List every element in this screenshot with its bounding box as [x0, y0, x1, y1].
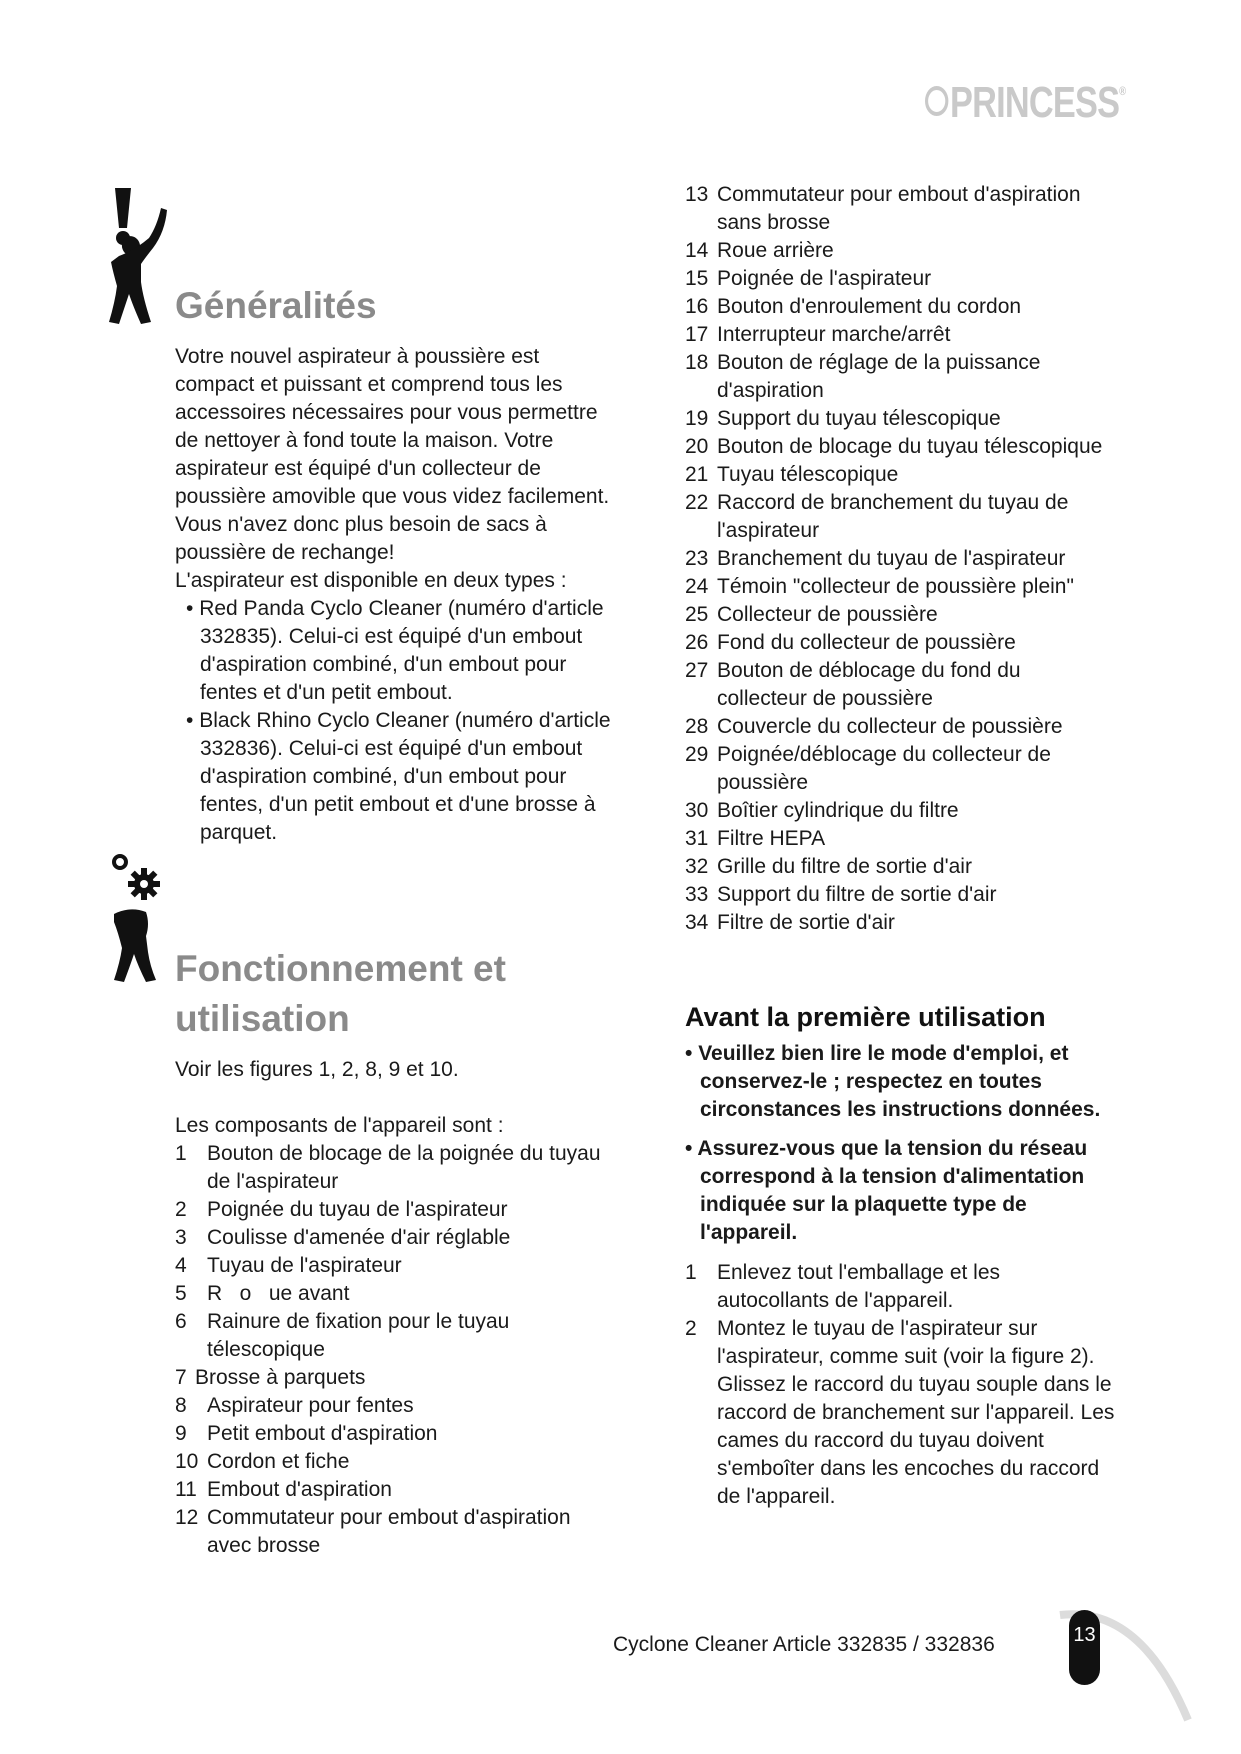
component-item: 32 Grille du filtre de sortie d'air	[685, 855, 972, 878]
fonctionnement-title-line1: Fonctionnement et	[175, 948, 506, 989]
component-item: 21 Tuyau télescopique	[685, 463, 899, 486]
component-item: 18 Bouton de réglage de la puissance d'aspiration	[685, 351, 1041, 402]
steps-list	[685, 1259, 1115, 1511]
component-item: 4 Tuyau de l'aspirateur	[175, 1254, 402, 1277]
figures-reference: Voir les figures 1, 2, 8, 9 et 10.	[175, 1058, 459, 1081]
component-item: 30 Boîtier cylindrique du filtre	[685, 799, 959, 822]
brand-logo-mark	[925, 86, 948, 116]
type-item: • Black Rhino Cyclo Cleaner (numéro d'article 332836). Celui-ci est équipé d'un embout d'aspiration combiné, d'un embout pour fentes, d'un petit embout et d'une brosse à parquet.	[175, 707, 615, 847]
registered-mark: ®	[1119, 84, 1126, 98]
components-intro: Les composants de l'appareil sont :	[175, 1114, 504, 1137]
component-item: 31 Filtre HEPA	[685, 827, 826, 850]
component-item: 27 Bouton de déblocage du fond du collecteur de poussière	[685, 659, 1021, 710]
component-item: 29 Poignée/déblocage du collecteur de poussière	[685, 743, 1051, 794]
component-item: 16 Bouton d'enroulement du cordon	[685, 295, 1022, 318]
component-item: 13 Commutateur pour embout d'aspiration sans brosse	[685, 183, 1081, 234]
component-item: 6 Rainure de fixation pour le tuyau télescopique	[175, 1310, 510, 1361]
component-item: 22 Raccord de branchement du tuyau de l'aspirateur	[685, 491, 1069, 542]
fonctionnement-title-line2: utilisation	[175, 998, 350, 1039]
avant-section	[685, 1000, 1115, 1511]
warning-item: • Assurez-vous que la tension du réseau correspond à la tension d'alimentation indiquée sur la plaquette type de l'appareil.	[685, 1135, 1115, 1247]
component-item: 26 Fond du collecteur de poussière	[685, 631, 1016, 654]
components-list-right	[685, 181, 1115, 937]
component-item: 2 Poignée du tuyau de l'aspirateur	[175, 1198, 508, 1221]
component-item: 23 Branchement du tuyau de l'aspirateur	[685, 547, 1066, 570]
generalites-section	[175, 281, 615, 847]
component-item: 7 Brosse à parquets	[175, 1366, 366, 1389]
step-item: 2 Montez le tuyau de l'aspirateur sur l'aspirateur, comme suit (voir la figure 2). Glissez le raccord du tuyau souple dans le raccord de branchement sur l'appareil. Les cames du raccord du tuyau doivent s'emboîter dans les encoches du raccord de l'appareil.	[685, 1317, 1115, 1508]
brand-name: PRINCESS	[949, 78, 1120, 127]
step-item: 1 Enlevez tout l'emballage et les autocollants de l'appareil.	[685, 1261, 1001, 1312]
generalites-intro: Votre nouvel aspirateur à poussière est compact et puissant et comprend tous les accessoires nécessaires pour vous permettre de nettoyer à fond toute la maison. Votre aspirateur est équipé d'un collecteur de poussière amovible que vous videz facilement. Vous n'avez donc plus besoin de sacs à poussière de rechange!	[175, 345, 610, 564]
component-item: 34 Filtre de sortie d'air	[685, 911, 895, 934]
component-item: 12 Commutateur pour embout d'aspiration avec brosse	[175, 1506, 571, 1557]
component-item: 11 Embout d'aspiration	[175, 1478, 392, 1501]
component-item: 17 Interrupteur marche/arrêt	[685, 323, 951, 346]
component-item: 9 Petit embout d'aspiration	[175, 1422, 438, 1445]
exclamation-person-icon	[105, 186, 175, 326]
gear-person-icon	[110, 852, 180, 982]
components-list-left	[175, 1140, 615, 1560]
component-item: 28 Couvercle du collecteur de poussière	[685, 715, 1063, 738]
footer-text: Cyclone Cleaner Article 332835 / 332836	[613, 1633, 995, 1656]
component-item: 1 Bouton de blocage de la poignée du tuyau de l'aspirateur	[175, 1142, 601, 1193]
component-item: 19 Support du tuyau télescopique	[685, 407, 1001, 430]
component-item: 5 R o ue avant	[175, 1282, 350, 1305]
component-item: 20 Bouton de blocage du tuyau télescopique	[685, 435, 1103, 458]
component-item: 25 Collecteur de poussière	[685, 603, 938, 626]
page-arc-decoration	[1040, 1595, 1200, 1725]
warning-item: • Veuillez bien lire le mode d'emploi, et conservez-le ; respectez en toutes circonstances les instructions données.	[685, 1040, 1115, 1124]
component-item: 33 Support du filtre de sortie d'air	[685, 883, 997, 906]
component-item: 3 Coulisse d'amenée d'air réglable	[175, 1226, 511, 1249]
brand-logo	[925, 78, 1125, 128]
avant-title: Avant la première utilisation	[685, 1002, 1046, 1032]
page-number: 13	[1069, 1610, 1100, 1685]
component-item: 24 Témoin "collecteur de poussière plein"	[685, 575, 1074, 598]
fonctionnement-section	[175, 944, 615, 1560]
component-item: 14 Roue arrière	[685, 239, 834, 262]
types-intro: L'aspirateur est disponible en deux types :	[175, 569, 567, 592]
component-item: 8 Aspirateur pour fentes	[175, 1394, 414, 1417]
component-item: 15 Poignée de l'aspirateur	[685, 267, 932, 290]
type-item: • Red Panda Cyclo Cleaner (numéro d'article 332835). Celui-ci est équipé d'un embout d'aspiration combiné, d'un embout pour fentes et d'un petit embout.	[175, 595, 615, 707]
component-item: 10 Cordon et fiche	[175, 1450, 350, 1473]
generalites-title: Généralités	[175, 285, 377, 326]
